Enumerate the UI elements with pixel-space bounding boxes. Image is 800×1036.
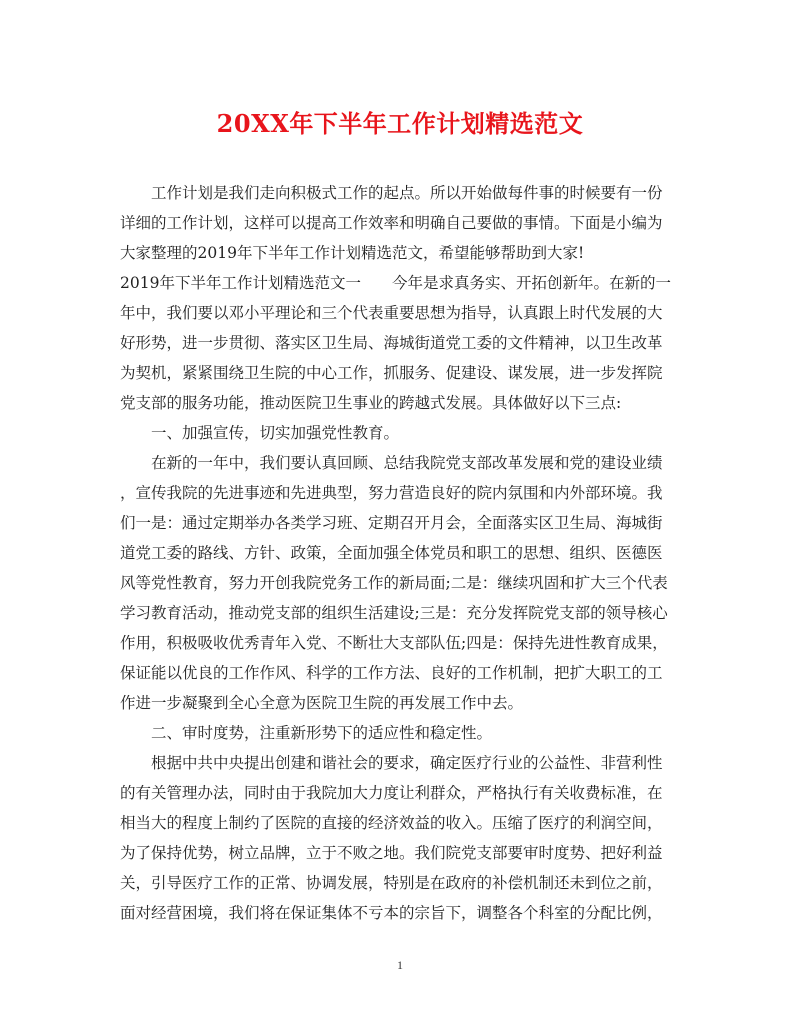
body-line: 好形势，进一步贯彻、落实区卫生局、海城街道党工委的文件精神，以卫生改革 xyxy=(120,334,663,352)
body-line: 二、审时度势，注重新形势下的适应性和稳定性。 xyxy=(120,724,493,742)
body-line: 大家整理的2019年下半年工作计划精选范文，希望能够帮助到大家! xyxy=(120,244,585,262)
body-line: 学习教育活动，推动党支部的组织生活建设;三是：充分发挥院党支部的领导核心 xyxy=(120,604,668,622)
body-line: 为了保持优势，树立品牌，立于不败之地。我们院党支部要审时度势、把好利益 xyxy=(120,844,663,862)
body-line: 关，引导医疗工作的正常、协调发展，特别是在政府的补偿机制还未到位之前， xyxy=(120,874,663,892)
body-line: 2019年下半年工作计划精选范文一 今年是求真务实、开拓创新年。在新的一 xyxy=(120,274,671,292)
body-line: 保证能以优良的工作作风、科学的工作方法、良好的工作机制，把扩大职工的工 xyxy=(120,664,663,682)
body-line: 一、加强宣传，切实加强党性教育。 xyxy=(120,424,400,442)
body-line: 作用，积极吸收优秀青年入党、不断壮大支部队伍;四是：保持先进性教育成果， xyxy=(120,634,668,652)
body-line: 为契机，紧紧围绕卫生院的中心工作，抓服务、促建设、谋发展，进一步发挥院 xyxy=(120,364,663,382)
body-line: 面对经营困境，我们将在保证集体不亏本的宗旨下，调整各个科室的分配比例， xyxy=(120,904,663,922)
body-line: 根据中共中央提出创建和谐社会的要求，确定医疗行业的公益性、非营利性 xyxy=(120,754,663,772)
page-number: 1 xyxy=(397,958,403,972)
body-line: 作进一步凝聚到全心全意为医院卫生院的再发展工作中去。 xyxy=(120,694,524,712)
body-line: ，宣传我院的先进事迹和先进典型，努力营造良好的院内氛围和内外部环境。我 xyxy=(120,484,663,502)
body-line: 相当大的程度上制约了医院的直接的经济效益的收入。压缩了医疗的利润空间， xyxy=(120,814,663,832)
body-line: 们一是：通过定期举办各类学习班、定期召开月会，全面落实区卫生局、海城街 xyxy=(120,514,663,532)
body-line: 详细的工作计划，这样可以提高工作效率和明确自己要做的事情。下面是小编为 xyxy=(120,214,663,232)
body-line: 风等党性教育，努力开创我院党务工作的新局面;二是：继续巩固和扩大三个代表 xyxy=(120,574,668,592)
body-line: 工作计划是我们走向积极式工作的起点。所以开始做每件事的时候要有一份 xyxy=(120,184,663,202)
body-line: 在新的一年中，我们要认真回顾、总结我院党支部改革发展和党的建设业绩 xyxy=(120,454,663,472)
document-body xyxy=(120,178,676,928)
body-line: 年中，我们要以邓小平理论和三个代表重要思想为指导，认真跟上时代发展的大 xyxy=(120,304,663,322)
body-line: 道党工委的路线、方针、政策，全面加强全体党员和职工的思想、组织、医德医 xyxy=(120,544,663,562)
body-line: 的有关管理办法，同时由于我院加大力度让利群众，严格执行有关收费标准，在 xyxy=(120,784,663,802)
body-line: 党支部的服务功能，推动医院卫生事业的跨越式发展。具体做好以下三点: xyxy=(120,394,622,412)
document-title: 20XX年下半年工作计划精选范文 xyxy=(216,109,584,138)
